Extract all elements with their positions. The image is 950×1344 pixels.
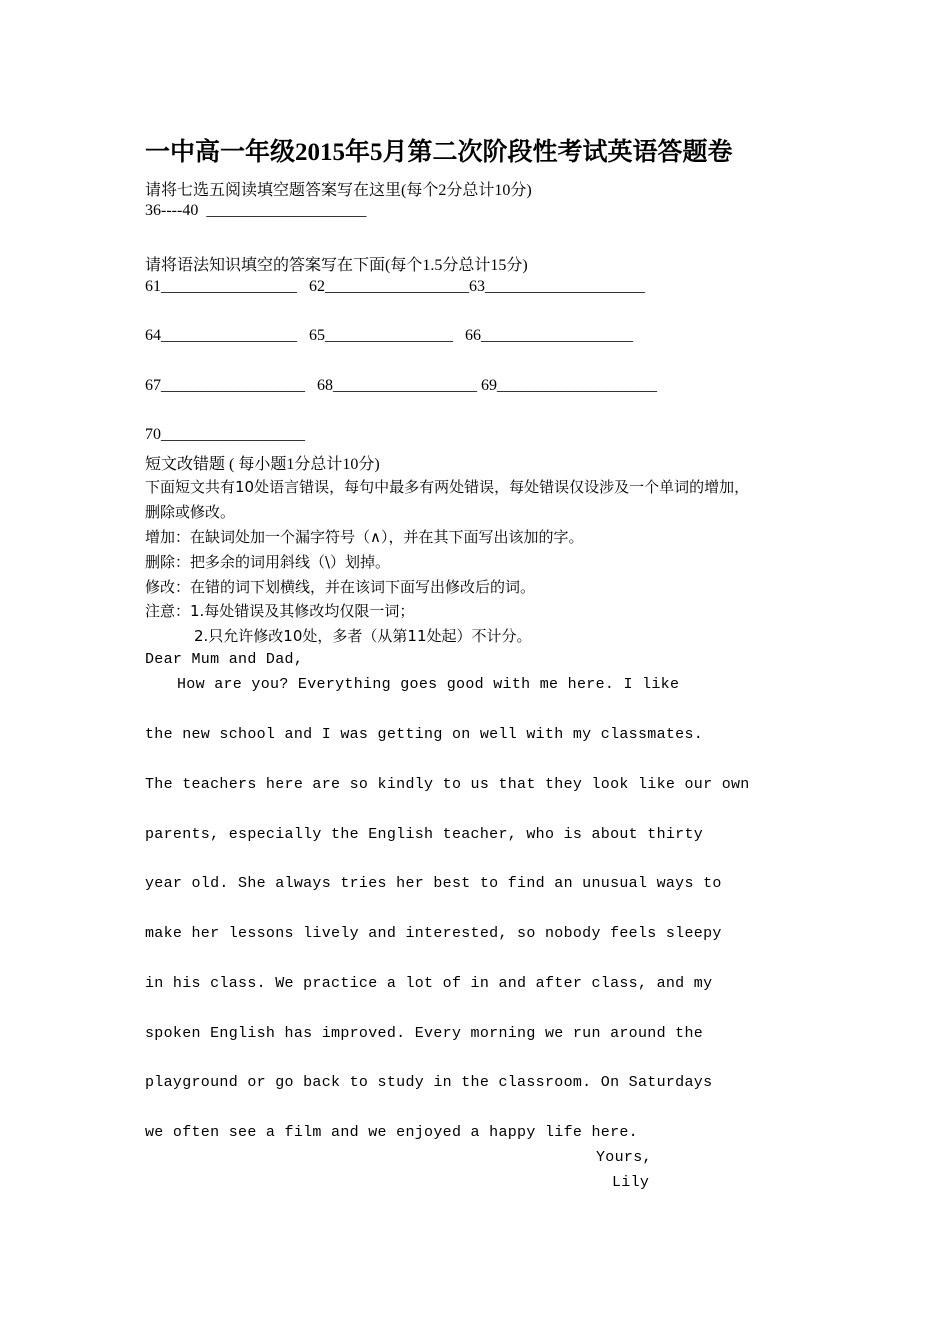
letter-line: year old. She always tries her best to find an unusual ways to	[145, 875, 722, 892]
letter-line: parents, especially the English teacher, who is about thirty	[145, 826, 704, 843]
letter-line: the new school and I was getting on well with my classmates.	[145, 726, 704, 743]
answer-line-36-40[interactable]: 36----40 ____________________	[145, 202, 367, 219]
answer-row-70[interactable]: 70__________________	[145, 426, 305, 443]
section2-instruction: 请将语法知识填空的答案写在下面(每个1.5分总计15分)	[145, 257, 528, 274]
section3-intro-line1: 下面短文共有10处语言错误，每句中最多有两处错误，每处错误仅设涉及一个单词的增加，	[145, 478, 750, 496]
delete-rule: 删除：把多余的词用斜线（\）划掉。	[145, 553, 391, 571]
letter-line: make her lessons lively and interested, so nobody feels sleepy	[145, 925, 722, 942]
note-line1: 注意：1.每处错误及其修改均仅限一词；	[145, 602, 415, 620]
letter-signature: Lily	[612, 1174, 650, 1191]
answer-row-64-66[interactable]: 64_________________ 65________________ 66___________________	[145, 327, 633, 344]
letter-line: The teachers here are so kindly to us that they look like our own	[145, 776, 750, 793]
section3-intro-line2: 删除或修改。	[145, 503, 236, 521]
section1-instruction: 请将七选五阅读填空题答案写在这里(每个2分总计10分)	[145, 182, 532, 199]
letter-greeting: Dear Mum and Dad,	[145, 651, 304, 668]
answer-row-67-69[interactable]: 67__________________ 68__________________ 69____________________	[145, 377, 657, 394]
page-title: 一中高一年级2015年5月第二次阶段性考试英语答题卷	[145, 139, 733, 166]
add-rule: 增加：在缺词处加一个漏字符号（∧），并在其下面写出该加的字。	[145, 528, 584, 546]
letter-closing: Yours,	[596, 1149, 652, 1166]
letter-line: How are you? Everything goes good with me here. I like	[177, 676, 680, 693]
note-line2: 2.只允许修改10处，多者（从第11处起）不计分。	[194, 627, 532, 645]
letter-line: in his class. We practice a lot of in and after class, and my	[145, 975, 713, 992]
modify-rule: 修改：在错的词下划横线，并在该词下面写出修改后的词。	[145, 578, 536, 596]
letter-line: we often see a film and we enjoyed a happy life here.	[145, 1124, 638, 1141]
section3-heading: 短文改错题 ( 每小题1分总计10分)	[145, 456, 380, 473]
letter-line: playground or go back to study in the classroom. On Saturdays	[145, 1074, 713, 1091]
answer-row-61-63[interactable]: 61_________________ 62__________________63____________________	[145, 278, 645, 295]
letter-line: spoken English has improved. Every morning we run around the	[145, 1025, 704, 1042]
